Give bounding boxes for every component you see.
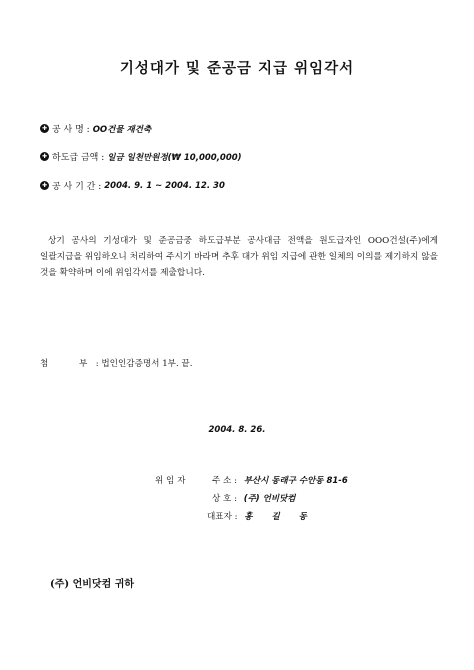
bullet-icon: ✚ — [41, 125, 48, 132]
field-value: 2004. 9. 1 ~ 2004. 12. 30 — [104, 180, 225, 191]
field-value: OO건물 재건축 — [92, 124, 152, 135]
representative-label: 대표자 : — [207, 512, 238, 522]
bullet-icon: ✚ — [41, 153, 48, 160]
field-subcontract-amount — [40, 150, 242, 163]
field-label: 하도급 금액 : — [52, 153, 105, 163]
bullet-icon: ✚ — [41, 182, 48, 189]
representative-value: 홍 길 동 — [244, 512, 315, 522]
body-paragraph: 상기 공사의 기성대가 및 준공금중 하도급부분 공사대금 전액을 원도급자인 OOO건설(주)에게 일괄지급을 위임하오니 처리하여 주시기 바라며 추후 대가 위임 지급에 관한 일체의 이의를 제기하지 않을 것을 확약하며 이에 위임각서를 제출합니다. — [40, 236, 438, 278]
field-value: 일금 일천만원정(₩ 10,000,000) — [107, 152, 242, 163]
recipient-line: (주) 언비닷컴 귀하 — [50, 579, 135, 590]
field-label: 공 사 기 간 : — [52, 182, 102, 192]
attachment-line — [40, 357, 192, 369]
field-project-name — [40, 122, 151, 135]
delegator-label: 위 임 자 — [155, 476, 186, 486]
address-value: 부산시 동래구 수안동 81-6 — [243, 476, 348, 486]
company-line — [212, 492, 296, 504]
company-label: 상 호 : — [212, 494, 237, 504]
company-value: (주) 언비닷컴 — [243, 494, 296, 504]
representative-line — [207, 510, 315, 522]
address-label: 주 소 : — [212, 476, 237, 486]
address-line — [212, 474, 348, 486]
document-title: 기성대가 및 준공금 지급 위임각서 — [119, 60, 355, 77]
attachment-value: : 법인인감증명서 1부. 끝. — [95, 359, 193, 369]
attachment-label: 첨 부 — [40, 359, 102, 369]
document-date: 2004. 8. 26. — [208, 425, 266, 435]
field-construction-period — [40, 179, 225, 192]
field-label: 공 사 명 : — [52, 125, 90, 135]
